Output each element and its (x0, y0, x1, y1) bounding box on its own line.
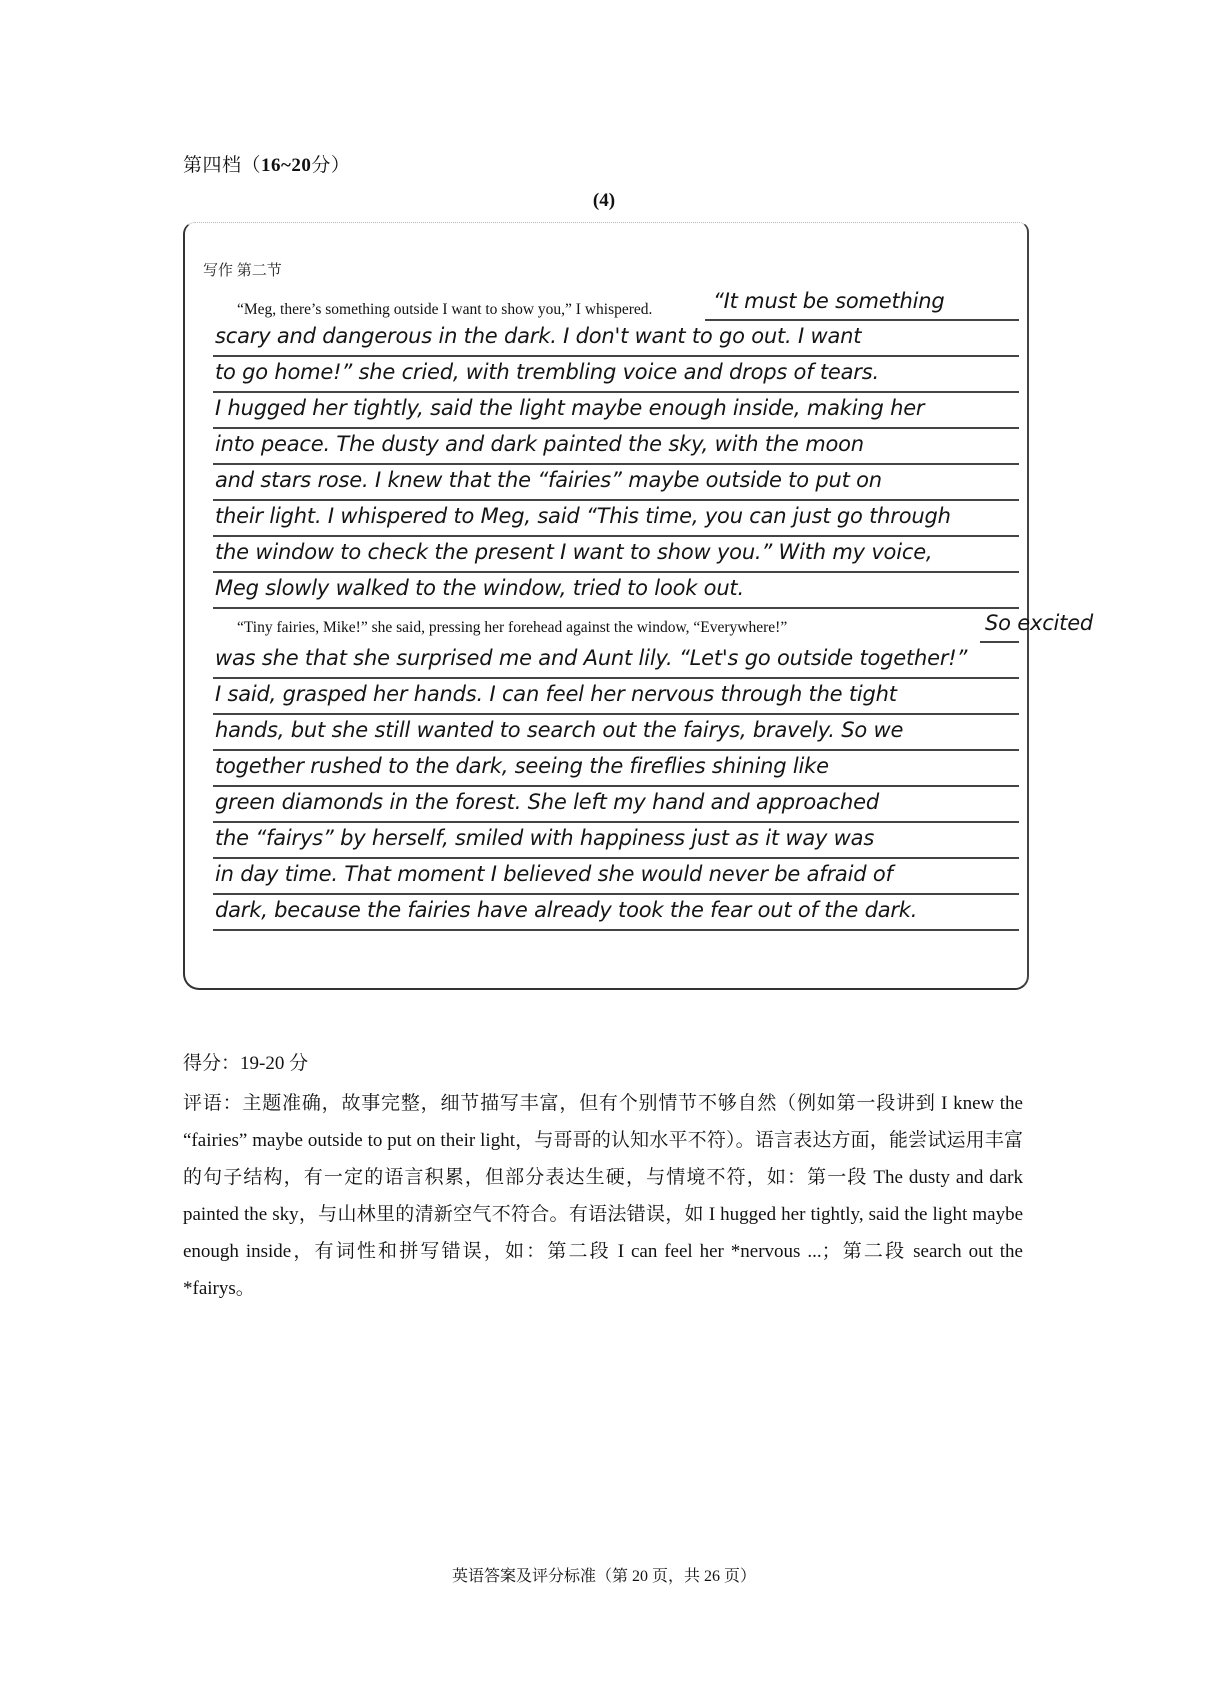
ruled-line (213, 463, 1019, 465)
handwritten-line: scary and dangerous in the dark. I don't want to go out. I want (215, 324, 862, 348)
paragraph1-prompt: “Meg, there’s something outside I want to show you,” I whispered. (237, 301, 653, 318)
handwritten-line: “It must be something (713, 289, 945, 313)
ruled-line (213, 427, 1019, 429)
ruled-line (213, 677, 1019, 679)
ruled-line (213, 821, 1019, 823)
ruled-line (213, 571, 1019, 573)
handwritten-line: dark, because the fairies have already took the fear out of the dark. (215, 898, 918, 922)
handwritten-line: together rushed to the dark, seeing the fireflies shining like (215, 754, 829, 778)
handwritten-line: hands, but she still wanted to search out the fairys, bravely. So we (215, 718, 904, 742)
handwritten-line: was she that she surprised me and Aunt lily. “Let's go outside together!” (215, 646, 968, 670)
handwritten-line: green diamonds in the forest. She left my hand and approached (215, 790, 879, 814)
level-prefix: 第四档（ (183, 155, 262, 176)
ruled-line (213, 893, 1019, 895)
section-label: 写作 第二节 (203, 263, 282, 279)
teacher-comment: 评语：主题准确，故事完整，细节描写丰富，但有个别情节不够自然（例如第一段讲到 I knew the “fairies” maybe outside to put on their light，与哥哥的认知水平不符）。语言表达方面，能尝试运用丰富的句子结构，有一定的语言积累，但部分表达生硬，与情境不符，如：第一段 The dusty and dark painted the sky，与山林里的清新空气不符合。有语法错误，如 I hugged her tightly, said the light maybe enough inside，有词性和拼写错误，如：第二段 I can feel her *nervous ...；第二段 search out the *fairys。 (183, 1093, 1023, 1299)
handwritten-line: to go home!” she cried, with trembling voice and drops of tears. (215, 360, 879, 384)
paragraph2-prompt: “Tiny fairies, Mike!” she said, pressing her forehead against the window, “Everywhere!” (237, 619, 788, 636)
ruled-line (213, 391, 1019, 393)
handwritten-line: the “fairys” by herself, smiled with happiness just as it way was (215, 826, 875, 850)
handwritten-line: I hugged her tightly, said the light maybe enough inside, making her (215, 396, 925, 420)
scanned-answer-sheet (183, 222, 1094, 990)
handwritten-line: the window to check the present I want to show you.” With my voice, (215, 540, 933, 564)
ruled-line (213, 355, 1019, 357)
ruled-line (705, 319, 1019, 321)
ruled-line (213, 713, 1019, 715)
level-title (183, 150, 350, 177)
ruled-line (213, 499, 1019, 501)
ruled-line (213, 857, 1019, 859)
ruled-line (980, 641, 1019, 643)
handwritten-line: into peace. The dusty and dark painted the sky, with the moon (215, 432, 864, 456)
ruled-line (213, 785, 1019, 787)
ruled-line (213, 607, 1019, 609)
level-suffix: 分） (311, 155, 351, 176)
ruled-line (213, 749, 1019, 751)
ruled-line (213, 929, 1019, 931)
handwritten-line: and stars rose. I knew that the “fairies” maybe outside to put on (215, 468, 882, 492)
level-range: 16~20 (261, 155, 312, 176)
score: 得分：19-20 分 (183, 1053, 309, 1074)
ruled-line (213, 535, 1019, 537)
page-footer: 英语答案及评分标准（第 20 页，共 26 页） (451, 1568, 756, 1585)
handwritten-line: So excited (985, 611, 1094, 635)
handwritten-line: I said, grasped her hands. I can feel her nervous through the tight (215, 682, 897, 706)
sample-number: (4) (592, 190, 616, 211)
handwritten-line: Meg slowly walked to the window, tried to look out. (215, 576, 744, 600)
handwritten-line: in day time. That moment I believed she would never be afraid of (215, 862, 893, 886)
handwritten-line: their light. I whispered to Meg, said “This time, you can just go through (215, 504, 951, 528)
